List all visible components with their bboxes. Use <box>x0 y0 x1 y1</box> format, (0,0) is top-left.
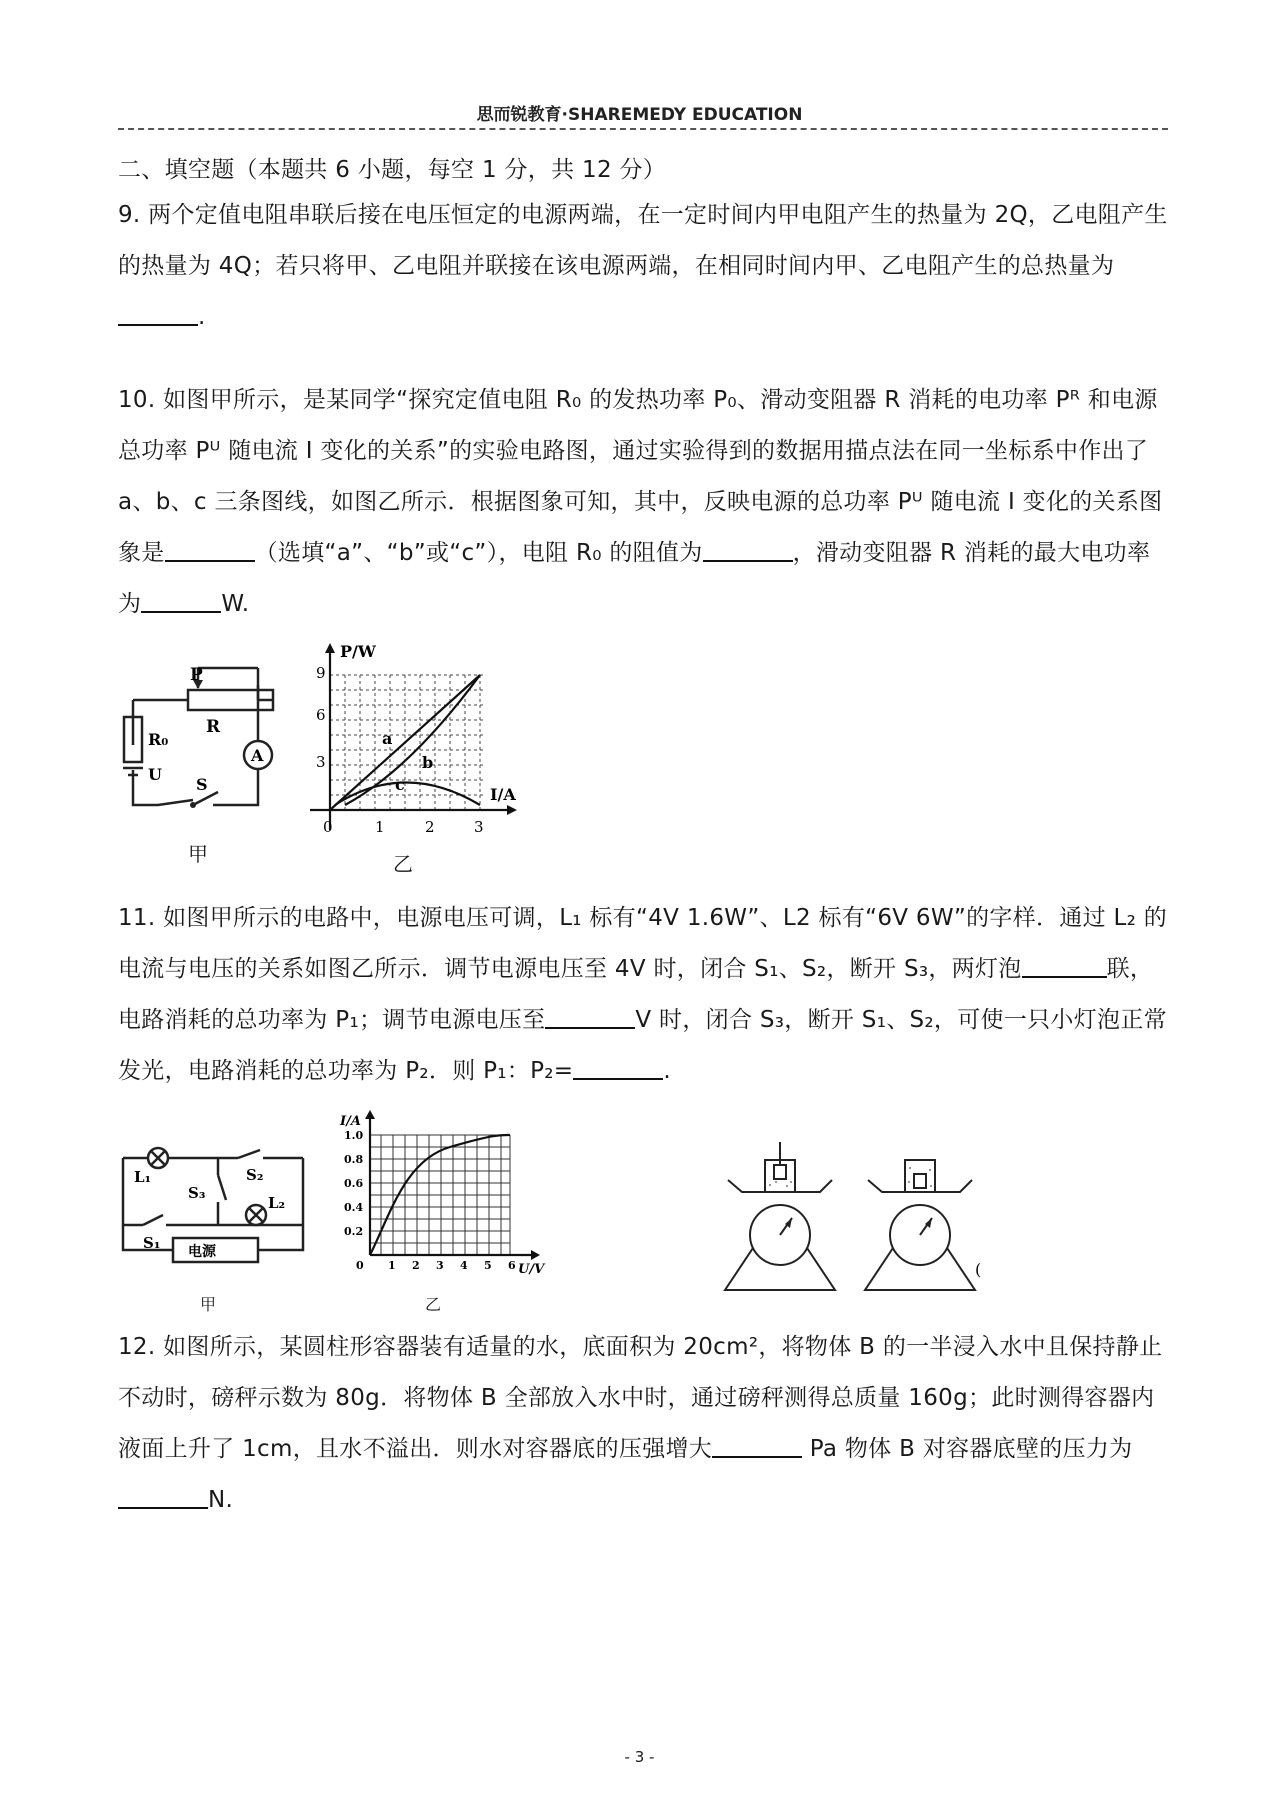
q11-text-2: 联，电路消耗的总功率为 P₁；调节电源电压至 <box>118 956 1154 1033</box>
question-11 <box>118 893 1170 1097</box>
fig10-label-yi: 乙 <box>393 852 413 876</box>
fig10-circuit-diagram <box>118 660 288 830</box>
page-header: 思而锐教育·SHAREMEDY EDUCATION <box>476 105 803 125</box>
fig12-scale-diagram <box>720 1140 985 1300</box>
label-power-source: 电源 <box>188 1244 216 1260</box>
section-title: 二、填空题（本题共 6 小题，每空 1 分，共 12 分） <box>118 157 667 183</box>
label-p: P <box>190 665 203 685</box>
fig11-current-voltage-graph <box>330 1105 560 1295</box>
graph10-y-tick-6: 6 <box>316 706 326 724</box>
graph11-origin: 0 <box>356 1259 364 1272</box>
q11-text-3: V 时，闭合 S₃，断开 S₁、S₂，可使一只小灯泡正常发光，电路消耗的总功率为 P₂．则 P₁：P₂= <box>118 1007 1167 1084</box>
q10-answer-blank-2[interactable] <box>703 536 793 562</box>
graph10-y-label: P/W <box>340 642 376 661</box>
graph11-y-tick-1.0: 1.0 <box>344 1129 364 1142</box>
question-10 <box>118 375 1170 630</box>
graph11-x-label: U/V <box>518 1262 545 1277</box>
q11-text-1: 11. 如图甲所示的电路中，电源电压可调，L₁ 标有“4V 1.6W”、L2 标有“6V 6W”的字样．通过 L₂ 的电流与电压的关系如图乙所示．调节电源电压至 4V 时，闭合 S₁、S₂，断开 S₃，两灯泡 <box>118 905 1168 982</box>
graph11-y-tick-0.6: 0.6 <box>344 1177 364 1190</box>
q11-answer-blank-3[interactable] <box>573 1054 663 1080</box>
graph10-x-tick-1: 1 <box>375 818 385 836</box>
curve-label-b: b <box>422 753 434 772</box>
graph10-x-label: I/A <box>490 785 516 804</box>
q10-text-2: （选填“a”、“b”或“c”），电阻 R₀ 的阻值为 <box>254 540 703 566</box>
curve-label-a: a <box>382 729 393 748</box>
graph10-y-tick-9: 9 <box>316 664 326 682</box>
curve-label-c: c <box>395 775 405 794</box>
label-s2: S₂ <box>246 1166 264 1184</box>
graph11-x-tick-1: 1 <box>388 1259 396 1272</box>
q11-answer-blank-1[interactable] <box>1022 952 1107 978</box>
q11-answer-blank-2[interactable] <box>545 1003 635 1029</box>
label-r0: R₀ <box>148 730 169 749</box>
q10-answer-blank-1[interactable] <box>165 536 255 562</box>
q12-text-2: Pa 物体 B 对容器底壁的压力为 <box>809 1436 1133 1462</box>
graph11-y-tick-0.4: 0.4 <box>344 1201 364 1214</box>
fig12-stray-mark: ( <box>975 1260 982 1279</box>
q10-answer-blank-3[interactable] <box>141 587 221 613</box>
question-9 <box>118 190 1170 343</box>
q12-answer-blank-2[interactable] <box>118 1483 208 1509</box>
ammeter-icon: A <box>251 746 264 765</box>
q9-answer-blank[interactable] <box>118 300 198 326</box>
q10-unit: W. <box>221 591 250 617</box>
graph11-y-tick-0.8: 0.8 <box>344 1153 364 1166</box>
graph11-y-tick-0.2: 0.2 <box>344 1225 364 1238</box>
fig10-power-current-graph <box>290 640 520 845</box>
label-l1: L₁ <box>134 1168 152 1186</box>
q10-text-3: ，滑动变阻器 R 消耗的最大电功率为 <box>118 540 1151 617</box>
graph10-x-tick-0: 0 <box>323 818 333 836</box>
q10-text-1: 10. 如图甲所示，是某同学“探究定值电阻 R₀ 的发热功率 P₀、滑动变阻器 R 消耗的电功率 Pᴿ 和电源总功率 Pᵁ 随电流 I 变化的关系”的实验电路图，通过实验得到的数据用描点法在同一坐标系中作出了 a、b、c 三条图线，如图乙所示．根据图象可知，其中，反映电源的总功率 Pᵁ 随电流 I 变化的关系图象是 <box>118 387 1163 566</box>
label-u: U <box>148 765 162 784</box>
graph10-y-tick-3: 3 <box>316 753 326 771</box>
q11-end: . <box>663 1058 671 1084</box>
graph10-x-tick-3: 3 <box>474 818 484 836</box>
label-s1: S₁ <box>143 1234 161 1252</box>
fig11-label-yi: 乙 <box>425 1295 442 1314</box>
label-s: S <box>196 775 208 794</box>
graph11-x-tick-5: 5 <box>484 1259 492 1272</box>
graph11-x-tick-4: 4 <box>460 1259 468 1272</box>
graph10-x-tick-2: 2 <box>425 818 435 836</box>
q9-text: 9. 两个定值电阻串联后接在电压恒定的电源两端，在一定时间内甲电阻产生的热量为 2Q，乙电阻产生的热量为 4Q；若只将甲、乙电阻并联接在该电源两端，在相同时间内甲、乙电阻产生的总热量为 <box>118 202 1168 279</box>
label-s3: S₃ <box>188 1184 206 1202</box>
question-12 <box>118 1322 1170 1526</box>
header-divider <box>118 128 1168 130</box>
q12-answer-blank-1[interactable] <box>712 1432 802 1458</box>
fig10-label-jia: 甲 <box>188 842 208 866</box>
page-number: - 3 - <box>624 1748 655 1766</box>
label-l2: L₂ <box>268 1194 286 1212</box>
graph11-x-tick-3: 3 <box>436 1259 444 1272</box>
q12-text-1: 12. 如图所示，某圆柱形容器装有适量的水，底面积为 20cm²，将物体 B 的一半浸入水中且保持静止不动时，磅秤示数为 80g．将物体 B 全部放入水中时，通过磅秤测得总质量 160g；此时测得容器内液面上升了 1cm，且水不溢出．则水对容器底的压强增大 <box>118 1334 1163 1462</box>
label-r: R <box>206 717 221 737</box>
graph11-x-tick-2: 2 <box>412 1259 420 1272</box>
graph11-x-tick-6: 6 <box>508 1259 516 1272</box>
graph11-y-label: I/A <box>340 1114 361 1129</box>
q12-unit: N. <box>208 1487 234 1513</box>
q9-end: . <box>198 304 206 330</box>
fig11-circuit-diagram <box>118 1130 318 1290</box>
fig11-label-jia: 甲 <box>200 1295 217 1314</box>
